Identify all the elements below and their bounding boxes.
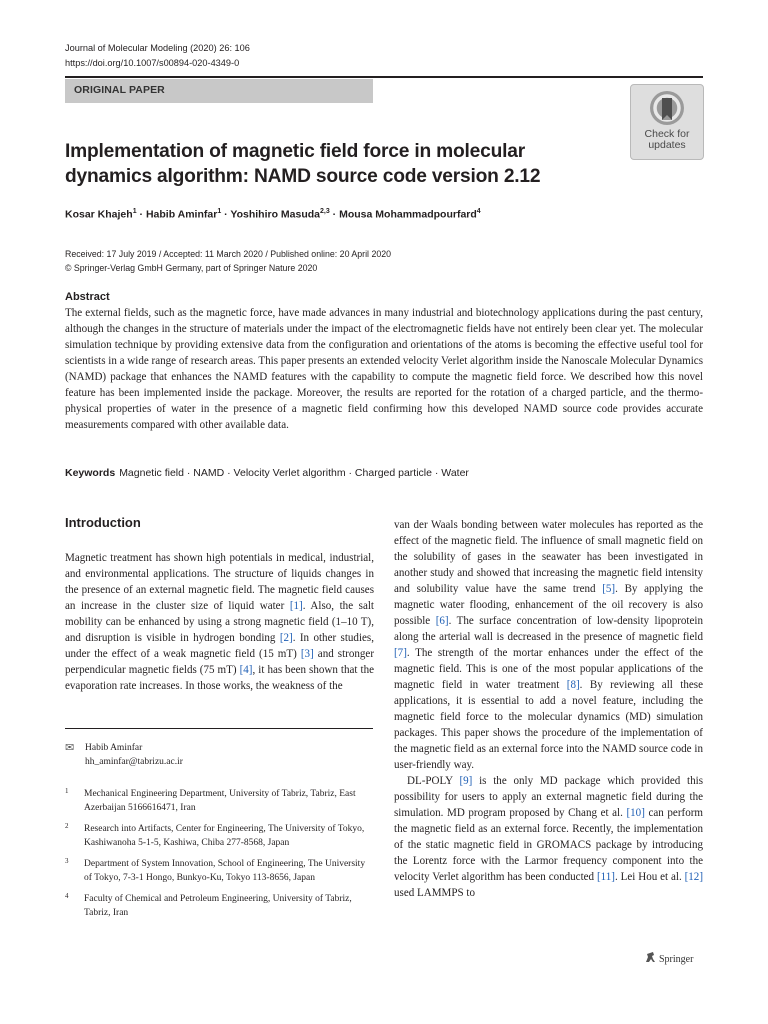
footnote-rule bbox=[65, 728, 373, 729]
affiliation-number: 2 bbox=[65, 822, 69, 830]
citation-link[interactable]: [9] bbox=[459, 775, 473, 787]
abstract-text: The external fields, such as the magnetic force, have made advances in many industrial and biotechnology applications during the past century, although the changes in the structure of materials under the impact of the electromagnetic fields have not entirely been clear yet. The molecular simulation technique by providing extensive data from the configuration and orientations of the atoms is becoming the effective useful tool for scientists in a wide range of research areas. This paper presents an extended velocity Verlet algorithm inside the Nanoscale Molecular Dynamics (NAMD) package that enhances the NAMD features with the capability to compute the magnetic field force. We described how this novel feature has been implemented inside the package. Moreover, the results are reported for the rotation of a charged particle, and the thermo-physical properties of water in the presence of a magnetic field confirming how this developed NAMD source code provides accurate measurements compared with other available data. bbox=[65, 307, 703, 431]
citation-link[interactable]: [11] bbox=[596, 871, 615, 883]
introduction-heading: Introduction bbox=[65, 515, 141, 530]
citation-link[interactable]: [8] bbox=[566, 679, 580, 691]
affiliation-text: Mechanical Engineering Department, University of Tabriz, Tabriz, East Azerbaijan 5166616471, Iran bbox=[84, 789, 356, 813]
author-affiliation-mark: 1 bbox=[217, 208, 222, 215]
affiliation-text: Faculty of Chemical and Petroleum Engineering, University of Tabriz, Tabriz, Iran bbox=[84, 894, 352, 918]
affiliation-number: 1 bbox=[65, 787, 69, 795]
publisher-name: Springer bbox=[659, 954, 694, 965]
affiliation-text: Research into Artifacts, Center for Engineering, The University of Tokyo, Kashiwanoha 5-1-5, Kashiwa, Chiba 277-8568, Japan bbox=[84, 824, 365, 848]
citation-link[interactable]: [12] bbox=[684, 871, 703, 883]
citation-link[interactable]: [4] bbox=[239, 664, 253, 676]
crossmark-icon bbox=[649, 90, 685, 126]
affiliation-item bbox=[65, 823, 375, 850]
intro-left-column bbox=[65, 550, 374, 694]
author-list bbox=[65, 208, 481, 221]
affiliation-item bbox=[65, 893, 375, 920]
citation-link[interactable]: [7] bbox=[394, 647, 407, 659]
badge-line-2: updates bbox=[648, 139, 686, 151]
author-affiliation-mark: 4 bbox=[476, 208, 481, 215]
paragraph: DL-POLY [9] is the only MD package which provided this possibility for users to apply an external magnetic field during the simulation. MD program proposed by Chang et al. [10] can perform the magnetic field as an external force. Recently, the implementation of the static magnetic field in GROMACS package by introducing the Lorentz force with the Larmor frequency component into the velocity Verlet algorithm has been conducted [11]. Lei Hou et al. [12] used LAMMPS to bbox=[394, 775, 704, 899]
springer-horse-icon bbox=[644, 951, 657, 964]
header-rule bbox=[65, 76, 703, 78]
check-for-updates-badge[interactable] bbox=[630, 84, 704, 160]
section-label-bar bbox=[65, 79, 373, 103]
author-name[interactable]: Habib Aminfar bbox=[145, 208, 218, 221]
citation-link[interactable]: [2] bbox=[279, 632, 293, 644]
citation-link[interactable]: [10] bbox=[626, 807, 645, 819]
paper-title: Implementation of magnetic field force in molecular dynamics algorithm: NAMD source code version 2.12 bbox=[65, 141, 541, 187]
paragraph: van der Waals bonding between water molecules has reported as the effect of the magnetic field. The influence of small magnetic field on the solubility of gases in the seawater has been investigated in another study and showed that increasing the magnetic field intensity and solubility value have the same trend [5]. By applying the magnetic water flooding, enhancement of the oil recovery is also possible [6]. The surface concentration of low-density lipoprotein along the arterial wall is decreased in the presence of magnetic field [7]. The strength of the mortar enhances under the effect of the magnetic field. This is one of the most popular applications of the magnetic field in water treatment [8]. By reviewing all these applications, it is essential to add a novel feature, including the magnetic field force to the molecular dynamics (MD) simulation packages. This paper shows the procedure of the implementation of the magnetic field as an external force into the NAMD source code in user-friendly way. bbox=[394, 519, 703, 771]
affiliations bbox=[65, 788, 375, 928]
affiliation-item bbox=[65, 858, 375, 885]
author-affiliation-mark: 1 bbox=[132, 208, 137, 215]
contact-email[interactable]: hh_aminfar@tabrizu.ac.ir bbox=[85, 757, 183, 767]
keywords-label: Keywords bbox=[65, 467, 116, 479]
affiliation-number: 3 bbox=[65, 857, 69, 865]
keywords bbox=[65, 467, 469, 479]
author-name[interactable]: Yoshihiro Masuda bbox=[230, 208, 321, 221]
keywords-list: Magnetic field · NAMD · Velocity Verlet algorithm · Charged particle · Water bbox=[119, 467, 469, 479]
intro-right-column bbox=[394, 517, 703, 901]
author-affiliation-mark: 2,3 bbox=[320, 208, 330, 215]
journal-citation: Journal of Molecular Modeling (2020) 26: 106 bbox=[65, 43, 250, 53]
contact-name: Habib Aminfar bbox=[85, 743, 143, 753]
affiliation-text: Department of System Innovation, School of Engineering, The University of Tokyo, 7-3-1 Hongo, Bunkyo-Ku, Tokyo 113-8656, Japan bbox=[84, 859, 366, 883]
abstract-heading: Abstract bbox=[65, 291, 110, 303]
author-separator: · bbox=[136, 208, 146, 221]
citation-link[interactable]: [6] bbox=[435, 615, 449, 627]
citation-link[interactable]: [5] bbox=[602, 583, 616, 595]
history-dates: Received: 17 July 2019 / Accepted: 11 March 2020 / Published online: 20 April 2020 bbox=[65, 249, 392, 259]
author-separator: · bbox=[221, 208, 231, 221]
citation-link[interactable]: [3] bbox=[300, 648, 314, 660]
doi-link[interactable]: https://doi.org/10.1007/s00894-020-4349-0 bbox=[65, 58, 240, 68]
copyright-line: © Springer-Verlag GmbH Germany, part of Springer Nature 2020 bbox=[65, 263, 318, 273]
affiliation-item bbox=[65, 788, 375, 815]
envelope-icon: ✉ bbox=[65, 742, 75, 754]
publication-history bbox=[65, 247, 391, 275]
affiliation-number: 4 bbox=[65, 892, 69, 900]
publisher-logo bbox=[644, 951, 693, 965]
author-name[interactable]: Kosar Khajeh bbox=[65, 208, 133, 221]
section-label: ORIGINAL PAPER bbox=[74, 84, 165, 96]
author-name[interactable]: Mousa Mohammadpourfard bbox=[339, 208, 477, 221]
paragraph: Magnetic treatment has shown high potentials in medical, industrial, and environmental applications. The structure of liquids changes in the presence of an external magnetic field. The magnetic field causes an increase in the cluster size of liquid water [1]. Also, the salt mobility can be enhanced by using a strong magnetic field (1–10 T), and disruption is visible in hydrogen bonding [2]. In other studies, under the effect of a weak magnetic field (15 mT) [3] and stronger perpendicular magnetic fields (75 mT) [4], it has been shown that the evaporation rate increases. In those works, the weakness of the bbox=[65, 552, 375, 692]
journal-header bbox=[65, 41, 250, 71]
author-separator: · bbox=[329, 208, 340, 221]
badge-line-1: Check for bbox=[644, 128, 690, 140]
citation-link[interactable]: [1] bbox=[289, 600, 303, 612]
